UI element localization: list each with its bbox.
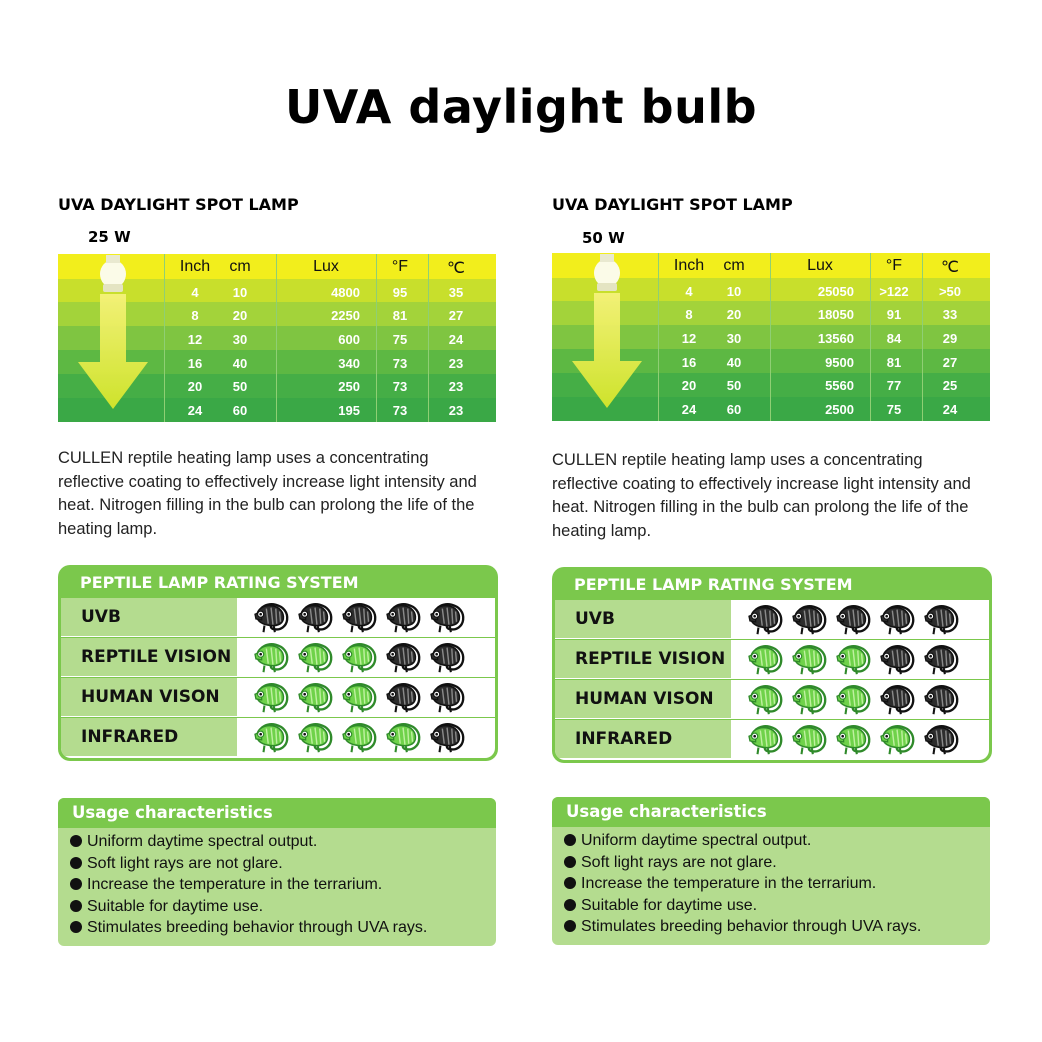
rating-row	[61, 718, 495, 757]
table-cell: 81	[886, 355, 902, 370]
rating-system-title: PEPTILE LAMP RATING SYSTEM	[574, 575, 853, 594]
bullet-icon	[564, 834, 576, 846]
table-cell: 10	[232, 285, 248, 300]
product-description: CULLEN reptile heating lamp uses a concentrating reflective coating to effectively increase light intensity and heat. Nitrogen filling in the bulb can prolong the life of the heating lamp.	[58, 449, 477, 538]
chameleon-icon	[429, 641, 467, 675]
rating-label-text: HUMAN VISON	[81, 687, 220, 707]
rating-label-text: UVB	[81, 607, 121, 627]
usage-title: Usage characteristics	[72, 803, 273, 822]
panel-50w	[552, 0, 992, 1042]
chameleon-icon	[429, 721, 467, 755]
bullet-icon	[564, 877, 576, 889]
table-cell: 91	[886, 307, 902, 322]
table-header: Lux	[313, 258, 339, 275]
table-divider	[770, 253, 771, 421]
rating-label-text: HUMAN VISON	[575, 689, 714, 709]
table-cell: 250	[338, 379, 360, 394]
table-cell: 20	[232, 308, 248, 323]
rating-label-text: REPTILE VISION	[81, 647, 232, 667]
chameleon-icon	[747, 723, 785, 757]
table-cell: 2250	[331, 308, 360, 323]
rating-row	[61, 598, 495, 637]
table-header: ℃	[447, 260, 465, 277]
table-cell: 20	[726, 307, 742, 322]
chameleon-icon	[297, 641, 335, 675]
usage-item	[70, 876, 382, 894]
table-cell: 95	[392, 285, 408, 300]
page-title: UVA daylight bulb	[284, 80, 758, 134]
table-cell: 4	[685, 284, 693, 299]
table-cell: 23	[448, 356, 464, 371]
usage-item	[564, 854, 777, 872]
rating-table	[555, 600, 989, 760]
table-cell: 75	[392, 332, 408, 347]
table-cell: 40	[726, 355, 742, 370]
table-cell: 5560	[825, 378, 854, 393]
usage-characteristics	[58, 798, 496, 946]
rating-label-text: UVB	[575, 609, 615, 629]
table-cell: 30	[232, 332, 248, 347]
table-cell: >50	[938, 284, 962, 299]
rating-system-title: PEPTILE LAMP RATING SYSTEM	[80, 573, 359, 592]
chameleon-icon	[429, 601, 467, 635]
usage-item-text: Increase the temperature in the terrarium.	[581, 875, 877, 892]
rating-row	[555, 720, 989, 759]
chameleon-icon	[923, 643, 961, 677]
chameleon-icon	[341, 721, 379, 755]
table-cell: 340	[338, 356, 360, 371]
bullet-icon	[70, 921, 82, 933]
table-cell: 30	[726, 331, 742, 346]
usage-item	[564, 897, 757, 915]
usage-item-text: Suitable for daytime use.	[87, 897, 264, 915]
usage-item	[70, 898, 263, 916]
table-cell: 12	[681, 331, 697, 346]
table-cell: 24	[681, 402, 697, 417]
table-header: cm	[229, 258, 251, 275]
table-cell: 16	[681, 355, 697, 370]
chameleon-icon	[297, 601, 335, 635]
rating-label	[61, 678, 237, 716]
chameleon-icon	[923, 603, 961, 637]
chameleon-icon	[791, 683, 829, 717]
table-cell: >122	[879, 284, 909, 299]
table-header: cm	[723, 257, 745, 274]
table-cell: 84	[886, 331, 902, 346]
chameleon-icon	[923, 683, 961, 717]
table-cell: 25050	[817, 284, 854, 299]
rating-label-text: INFRARED	[575, 729, 673, 749]
table-cell: 20	[681, 378, 697, 393]
table-cell: 60	[726, 402, 742, 417]
table-header: °F	[391, 258, 409, 275]
rating-label	[61, 638, 237, 676]
chameleon-icon	[791, 603, 829, 637]
usage-item-text: Soft light rays are not glare.	[581, 853, 777, 871]
usage-header	[58, 798, 496, 828]
table-cell: 60	[232, 403, 248, 418]
rating-label-text: INFRARED	[81, 727, 179, 747]
panel-25w	[58, 0, 498, 1042]
chameleon-icon	[385, 641, 423, 675]
table-cell: 27	[448, 308, 464, 323]
table-cell: 4800	[331, 285, 360, 300]
usage-item	[564, 875, 876, 893]
chameleon-icon	[791, 723, 829, 757]
usage-header	[552, 797, 990, 827]
chameleon-icon	[253, 641, 291, 675]
table-cell: 16	[187, 356, 203, 371]
table-header: Inch	[673, 257, 705, 274]
table-cell: 50	[232, 379, 248, 394]
table-cell: 73	[392, 356, 408, 371]
chameleon-icon	[341, 681, 379, 715]
table-cell: 23	[448, 379, 464, 394]
chameleon-icon	[835, 643, 873, 677]
table-cell: 23	[448, 403, 464, 418]
product-description: CULLEN reptile heating lamp uses a concentrating reflective coating to effectively increase light intensity and heat. Nitrogen filling in the bulb can prolong the life of the heating lamp.	[552, 451, 971, 540]
table-cell: 25	[942, 378, 958, 393]
usage-item-text: Stimulates breeding behavior through UVA rays.	[87, 919, 428, 936]
table-cell: 73	[392, 379, 408, 394]
chameleon-icon	[341, 601, 379, 635]
usage-item	[564, 832, 811, 850]
table-header: ℃	[941, 259, 959, 276]
bullet-icon	[70, 857, 82, 869]
table-divider	[276, 254, 277, 422]
table-cell: 73	[392, 403, 408, 418]
bullet-icon	[564, 920, 576, 932]
spec-table	[58, 254, 496, 422]
table-cell: 4	[191, 285, 199, 300]
usage-item-text: Increase the temperature in the terrarium.	[87, 876, 383, 893]
table-cell: 75	[886, 402, 902, 417]
chameleon-icon	[341, 641, 379, 675]
table-cell: 50	[726, 378, 742, 393]
table-cell: 600	[338, 332, 360, 347]
down-arrow-icon	[68, 254, 158, 414]
bullet-icon	[70, 835, 82, 847]
wattage-label: 50 W	[582, 229, 625, 247]
rating-row	[555, 600, 989, 639]
chameleon-icon	[253, 721, 291, 755]
usage-item-text: Soft light rays are not glare.	[87, 854, 283, 872]
table-cell: 9500	[825, 355, 854, 370]
table-cell: 18050	[817, 307, 854, 322]
rating-label	[555, 680, 731, 718]
section-title: UVA DAYLIGHT SPOT LAMP	[58, 195, 299, 214]
rating-label-text: REPTILE VISION	[575, 649, 726, 669]
table-cell: 24	[448, 332, 464, 347]
table-cell: 24	[942, 402, 958, 417]
table-cell: 35	[448, 285, 464, 300]
usage-item-text: Uniform daytime spectral output.	[87, 833, 318, 850]
bullet-icon	[564, 856, 576, 868]
table-cell: 81	[392, 308, 408, 323]
table-cell: 20	[187, 379, 203, 394]
table-cell: 27	[942, 355, 958, 370]
chameleon-icon	[879, 643, 917, 677]
rating-table	[61, 598, 495, 758]
chameleon-icon	[835, 683, 873, 717]
chameleon-icon	[835, 723, 873, 757]
rating-row	[61, 678, 495, 717]
table-cell: 12	[187, 332, 203, 347]
table-cell: 8	[685, 307, 693, 322]
table-cell: 40	[232, 356, 248, 371]
spec-table	[552, 253, 990, 421]
usage-item-text: Suitable for daytime use.	[581, 896, 758, 914]
chameleon-icon	[923, 723, 961, 757]
chameleon-icon	[297, 721, 335, 755]
usage-characteristics	[552, 797, 990, 945]
table-cell: 24	[187, 403, 203, 418]
chameleon-icon	[879, 723, 917, 757]
chameleon-icon	[253, 601, 291, 635]
rating-system	[552, 567, 992, 763]
table-cell: 195	[338, 403, 360, 418]
chameleon-icon	[747, 643, 785, 677]
chameleon-icon	[429, 681, 467, 715]
chameleon-icon	[747, 603, 785, 637]
bullet-icon	[564, 899, 576, 911]
chameleon-icon	[879, 683, 917, 717]
rating-label	[555, 720, 731, 758]
table-cell: 77	[886, 378, 902, 393]
table-header: °F	[885, 257, 903, 274]
chameleon-icon	[879, 603, 917, 637]
usage-item-text: Uniform daytime spectral output.	[581, 832, 812, 849]
table-cell: 10	[726, 284, 742, 299]
table-cell: 33	[942, 307, 958, 322]
rating-system	[58, 565, 498, 761]
chameleon-icon	[253, 681, 291, 715]
chameleon-icon	[747, 683, 785, 717]
usage-item	[70, 855, 283, 873]
chameleon-icon	[835, 603, 873, 637]
chameleon-icon	[385, 601, 423, 635]
usage-item	[564, 918, 921, 936]
table-cell: 13560	[817, 331, 854, 346]
wattage-label: 25 W	[88, 228, 131, 246]
rating-row	[61, 638, 495, 677]
usage-item-text: Stimulates breeding behavior through UVA rays.	[581, 918, 922, 935]
rating-row	[555, 680, 989, 719]
rating-label	[555, 640, 731, 678]
table-header: Lux	[807, 257, 833, 274]
usage-title: Usage characteristics	[566, 802, 767, 821]
usage-item	[70, 833, 317, 851]
bullet-icon	[70, 900, 82, 912]
chameleon-icon	[385, 721, 423, 755]
rating-label	[61, 718, 237, 756]
chameleon-icon	[385, 681, 423, 715]
bullet-icon	[70, 878, 82, 890]
table-cell: 2500	[825, 402, 854, 417]
rating-label	[555, 600, 731, 638]
table-header: Inch	[179, 258, 211, 275]
table-cell: 29	[942, 331, 958, 346]
rating-row	[555, 640, 989, 679]
down-arrow-icon	[562, 253, 652, 413]
chameleon-icon	[791, 643, 829, 677]
usage-item	[70, 919, 427, 937]
section-title: UVA DAYLIGHT SPOT LAMP	[552, 195, 793, 214]
rating-label	[61, 598, 237, 636]
table-cell: 8	[191, 308, 199, 323]
chameleon-icon	[297, 681, 335, 715]
